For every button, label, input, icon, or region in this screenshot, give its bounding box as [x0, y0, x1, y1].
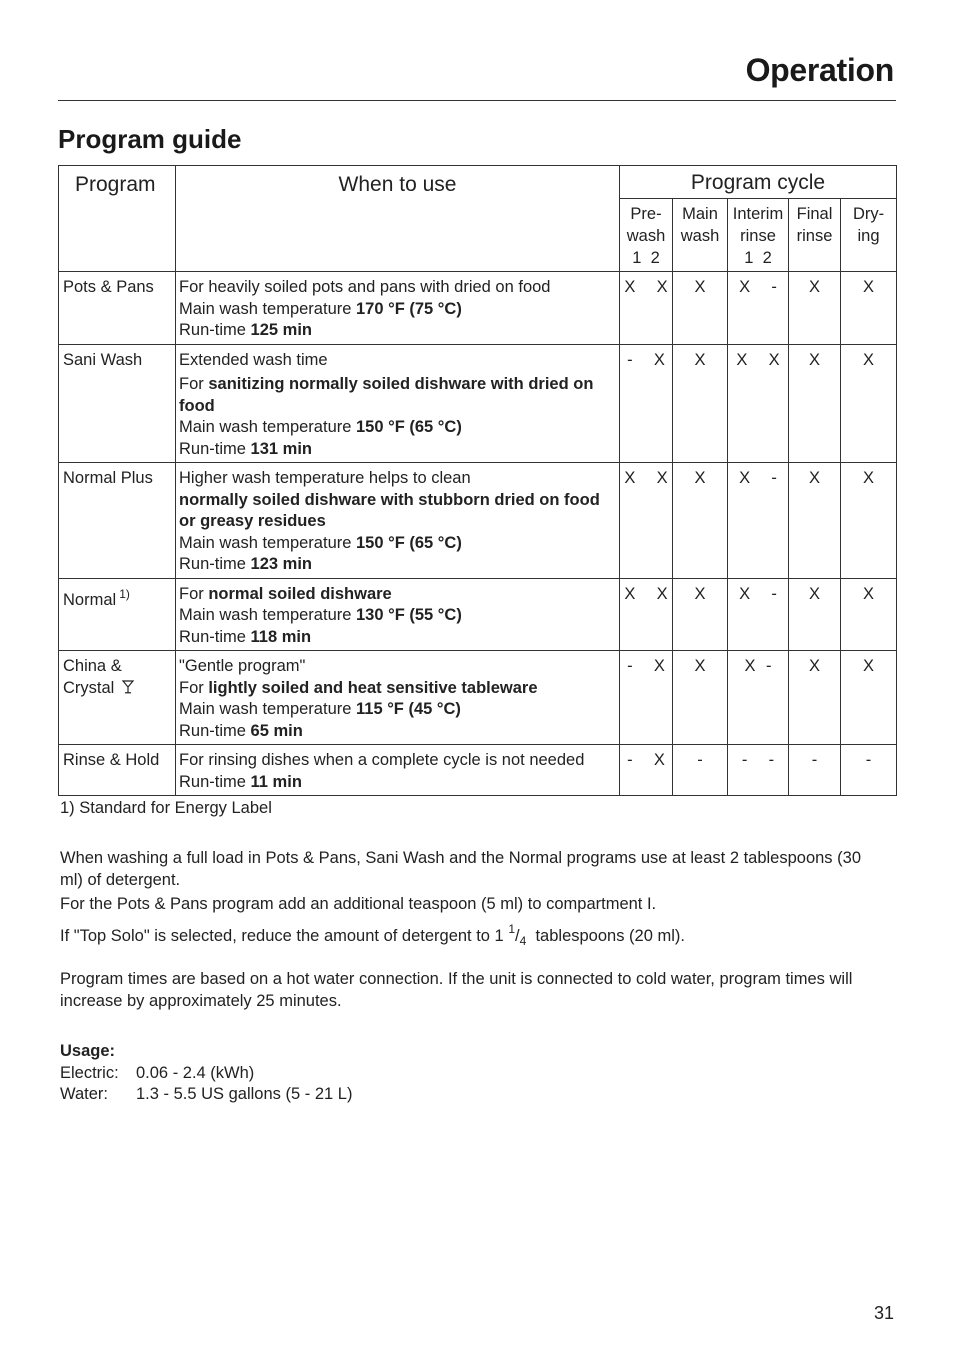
header-rule	[58, 100, 896, 101]
usage-section	[60, 1041, 880, 1106]
section-title: Program guide	[58, 124, 242, 154]
mark-final-rinse: X	[789, 463, 841, 579]
page-number: 31	[873, 1303, 894, 1323]
table-header-row	[59, 166, 897, 199]
mark-prewash: - X	[620, 745, 673, 796]
mark-final-rinse: X	[789, 272, 841, 345]
col-header-prewash: Pre- wash 1 2	[620, 199, 673, 272]
usage-heading: Usage:	[60, 1042, 116, 1060]
mark-main-wash: X	[673, 651, 728, 745]
mark-drying: X	[841, 578, 897, 651]
table-row	[59, 463, 897, 579]
program-name: Sani Wash	[59, 344, 176, 463]
col-header-drying: Dry- ing	[841, 199, 897, 272]
col-header-main-wash: Main wash	[673, 199, 728, 272]
program-name: Rinse & Hold	[59, 745, 176, 796]
program-name: China & Crystal	[59, 651, 176, 745]
mark-interim-rinse: X -	[728, 463, 789, 579]
mark-interim-rinse: - -	[728, 745, 789, 796]
mark-final-rinse: X	[789, 344, 841, 463]
mark-drying: -	[841, 745, 897, 796]
when-to-use-cell: For heavily soiled pots and pans with dried on food Main wash temperature 170 °F (75 °C) Run-time 125 min	[176, 272, 620, 345]
col-header-program-cycle: Program cycle	[620, 166, 897, 199]
when-to-use-cell: Extended wash time For sanitizing normally soiled dishware with dried on food Main wash temperature 150 °F (65 °C) Run-time 131 min	[176, 344, 620, 463]
mark-drying: X	[841, 344, 897, 463]
program-name: Pots & Pans	[59, 272, 176, 345]
mark-main-wash: X	[673, 578, 728, 651]
when-to-use-cell: For rinsing dishes when a complete cycle is not needed Run-time 11 min	[176, 745, 620, 796]
detergent-note-3: If "Top Solo" is selected, reduce the amount of detergent to 1 $^1/_4$ tablespoons (20 ml).	[60, 921, 685, 948]
col-header-interim-rinse: Interim rinse 1 2	[728, 199, 789, 272]
mark-prewash: - X	[620, 344, 673, 463]
detergent-note-1: When washing a full load in Pots & Pans, Sani Wash and the Normal programs use at least 2 tablespoons (30 ml) of detergent.	[60, 849, 861, 889]
program-name: Normal $^{1)}$	[59, 578, 176, 651]
table-row	[59, 578, 897, 651]
mark-interim-rinse: X -	[728, 651, 789, 745]
table-row	[59, 344, 897, 463]
mark-final-rinse: X	[789, 651, 841, 745]
table-row	[59, 651, 897, 745]
mark-prewash: X X	[620, 578, 673, 651]
when-to-use-cell: Higher wash temperature helps to clean normally soiled dishware with stubborn dried on food or greasy residues Main wash temperature 150 °F (65 °C) Run-time 123 min	[176, 463, 620, 579]
col-header-when-to-use: When to use	[176, 166, 620, 272]
detergent-note-2: For the Pots & Pans program add an additional teaspoon (5 ml) to compartment I.	[60, 895, 657, 913]
mark-interim-rinse: X -	[728, 272, 789, 345]
wine-glass-icon	[121, 680, 135, 694]
footnote-ref: 1)	[119, 586, 130, 601]
col-header-final-rinse: Final rinse	[789, 199, 841, 272]
program-guide-table	[58, 165, 897, 796]
when-to-use-cell: "Gentle program" For lightly soiled and heat sensitive tableware Main wash temperature 115 °F (45 °C) Run-time 65 min	[176, 651, 620, 745]
usage-water: Water: 1.3 - 5.5 US gallons (5 - 21 L)	[60, 1085, 353, 1103]
table-row	[59, 272, 897, 345]
mark-interim-rinse: X -	[728, 578, 789, 651]
mark-drying: X	[841, 272, 897, 345]
mark-final-rinse: X	[789, 578, 841, 651]
mark-main-wash: X	[673, 463, 728, 579]
mark-prewash: X X	[620, 463, 673, 579]
mark-main-wash: X	[673, 344, 728, 463]
mark-final-rinse: -	[789, 745, 841, 796]
mark-main-wash: X	[673, 272, 728, 345]
when-to-use-cell: For normal soiled dishware Main wash temperature 130 °F (55 °C) Run-time 118 min	[176, 578, 620, 651]
mark-interim-rinse: X X	[728, 344, 789, 463]
mark-prewash: - X	[620, 651, 673, 745]
program-times-note: Program times are based on a hot water connection. If the unit is connected to cold water, program times will increase by approximately 25 minutes.	[60, 970, 853, 1010]
col-header-program: Program	[59, 166, 176, 272]
mark-drying: X	[841, 651, 897, 745]
page-header-title: Operation	[745, 52, 894, 88]
mark-drying: X	[841, 463, 897, 579]
usage-electric: Electric: 0.06 - 2.4 (kWh)	[60, 1063, 255, 1082]
table-row	[59, 745, 897, 796]
mark-main-wash: -	[673, 745, 728, 796]
footnote: 1) Standard for Energy Label	[60, 799, 272, 817]
detergent-notes	[60, 848, 880, 952]
program-name: Normal Plus	[59, 463, 176, 579]
mark-prewash: X X	[620, 272, 673, 345]
